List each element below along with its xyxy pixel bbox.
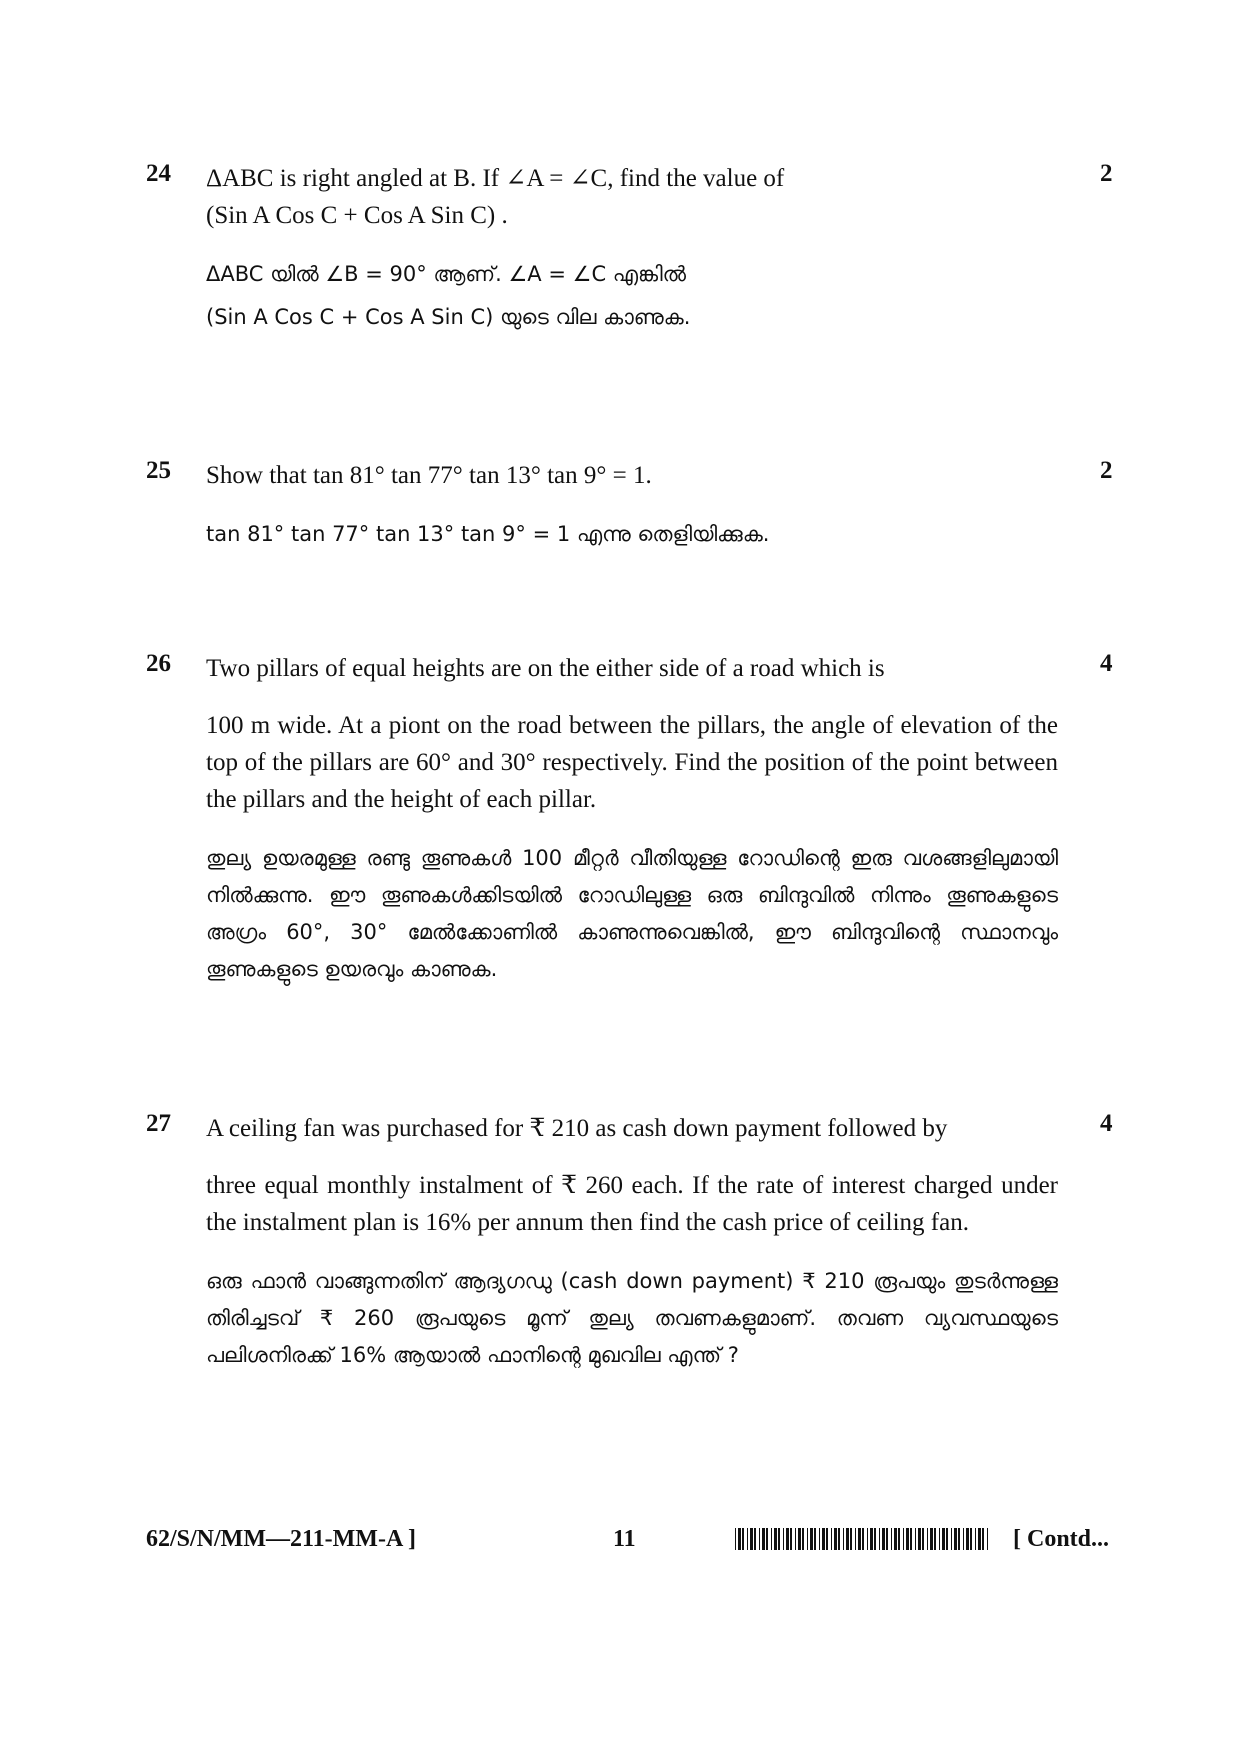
malayalam-line: (Sin A Cos C + Cos A Sin C) യുടെ വില കാണുക. (206, 305, 691, 329)
english-line: Two pillars of equal heights are on the either side of a road which is (206, 655, 885, 682)
question-marks: 4 (1100, 1110, 1113, 1137)
english-line: ΔABC is right angled at B. If ∠A = ∠C, find the value of (206, 165, 785, 192)
malayalam-line: tan 81° tan 77° tan 13° tan 9° = 1 എന്നു തെളിയിക്കുക. (206, 522, 770, 546)
barcode-icon (735, 1528, 990, 1550)
malayalam-line: ΔABC യിൽ ∠B = 90° ആണ്. ∠A = ∠C എങ്കിൽ (206, 262, 687, 286)
question-marks: 4 (1100, 650, 1113, 677)
malayalam-paragraph: തുല്യ ഉയരമുള്ള രണ്ടു തൂണുകൾ 100 മീറ്റർ വീതിയുള്ള റോഡിന്റെ ഇരു വശങ്ങളിലുമായി നിൽക്കുന്നു. ഈ തൂണുകൾക്കിടയിൽ റോഡിലുള്ള ഒരു ബിന്ദുവിൽ നിന്നും തൂണുകളുടെ അഗ്രം 60°, 30° മേൽക്കോണിൽ കാണുന്നുവെങ്കിൽ, ഈ ബിന്ദുവിന്റെ സ്ഥാനവും തൂണുകളുടെ ഉയരവും കാണുക. (206, 846, 1058, 981)
english-line: Show that tan 81° tan 77° tan 13° tan 9° = 1. (206, 462, 652, 489)
question-marks: 2 (1100, 457, 1113, 484)
question-number: 26 (146, 650, 171, 677)
question-number: 27 (146, 1110, 171, 1137)
english-paragraph: three equal monthly instalment of ₹ 260 each. If the rate of interest charged under the instalment plan is 16% per annum then find the cash price of ceiling fan. (206, 1172, 1058, 1236)
english-line: (Sin A Cos C + Cos A Sin C) . (206, 202, 508, 229)
question-marks: 2 (1100, 160, 1113, 187)
english-line: A ceiling fan was purchased for ₹ 210 as cash down payment followed by (206, 1115, 948, 1142)
page-number: 11 (613, 1526, 636, 1552)
english-paragraph: 100 m wide. At a piont on the road between the pillars, the angle of elevation of the top of the pillars are 60° and 30° respectively. Find the position of the point between the pillars and the height of each pillar. (206, 712, 1058, 813)
continued-label: [ Contd... (1013, 1526, 1110, 1552)
malayalam-paragraph: ഒരു ഫാൻ വാങ്ങുന്നതിന് ആദ്യഗഡു (cash down payment) ₹ 210 രൂപയും തുടർന്നുള്ള തിരിച്ചടവ് ₹ 260 രൂപയുടെ മൂന്ന് തുല്യ തവണകളുമാണ്. തവണ വ്യവസ്ഥയുടെ പലിശനിരക്ക് 16% ആയാൽ ഫാനിന്റെ മുഖവില എന്ത് ? (206, 1269, 1058, 1367)
question-number: 25 (146, 457, 171, 484)
paper-code: 62/S/N/MM—211-MM-A ] (146, 1526, 416, 1552)
question-number: 24 (146, 160, 171, 187)
